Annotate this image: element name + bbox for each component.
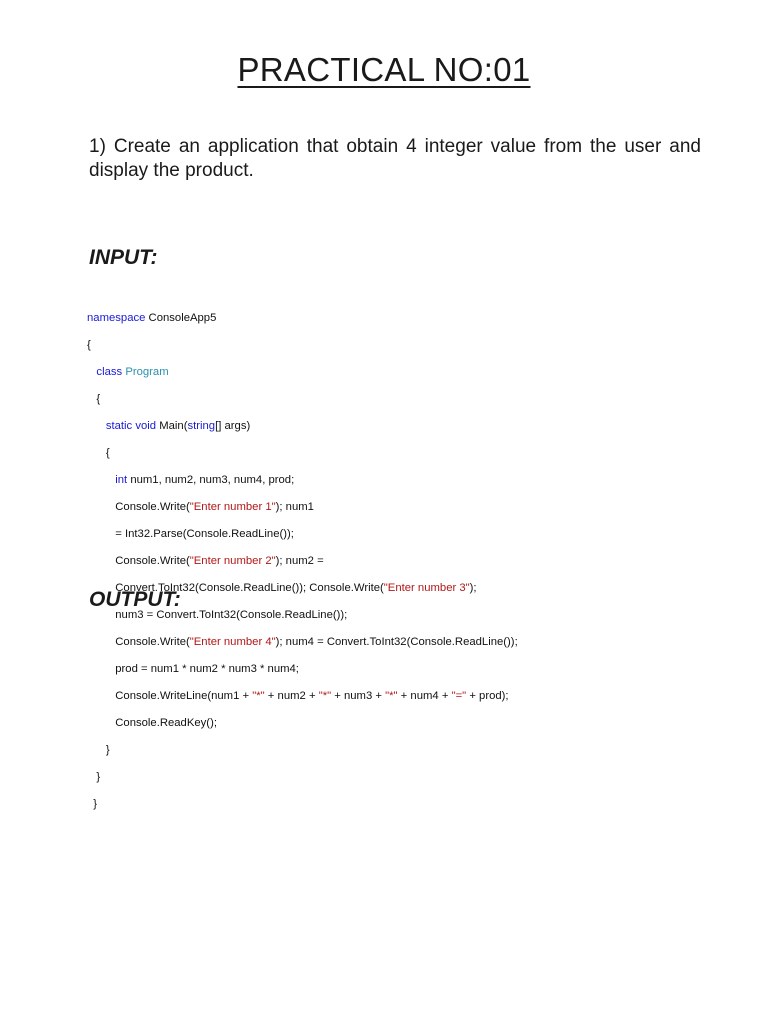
page-title <box>0 50 768 90</box>
code-line: } <box>105 743 110 756</box>
code-line: static void Main(string[] args) <box>105 419 251 432</box>
code-line: num3 = Convert.ToInt32(Console.ReadLine()); <box>115 608 348 621</box>
code-line: Console.Write("Enter number 4"); num4 = Convert.ToInt32(Console.ReadLine()); <box>115 635 518 648</box>
code-line: } <box>93 797 98 810</box>
code-line: { <box>87 338 91 351</box>
code-line: { <box>96 392 101 405</box>
question-text: 1) Create an application that obtain 4 integer value from the user and display the product. <box>89 136 701 181</box>
code-line: { <box>105 446 110 459</box>
code-line: } <box>96 770 101 783</box>
output-heading: OUTPUT: <box>89 588 181 611</box>
title-text: PRACTICAL NO:01 <box>237 51 531 88</box>
code-line: prod = num1 * num2 * num3 * num4; <box>115 662 299 675</box>
code-line: Convert.ToInt32(Console.ReadLine()); Console.Write("Enter number 3"); <box>115 581 477 594</box>
input-heading: INPUT: <box>89 246 158 269</box>
code-line: namespace ConsoleApp5 <box>87 311 217 324</box>
code-line: int num1, num2, num3, num4, prod; <box>115 473 295 486</box>
code-line: Console.Write("Enter number 1"); num1 <box>115 500 314 513</box>
code-line: Console.WriteLine(num1 + "*" + num2 + "*" + num3 + "*" + num4 + "=" + prod); <box>115 689 509 702</box>
code-line: = Int32.Parse(Console.ReadLine()); <box>115 527 294 540</box>
code-line: class Program <box>96 365 169 378</box>
code-line: Console.Write("Enter number 2"); num2 = <box>115 554 324 567</box>
code-line: Console.ReadKey(); <box>115 716 217 729</box>
code-block <box>87 298 518 825</box>
